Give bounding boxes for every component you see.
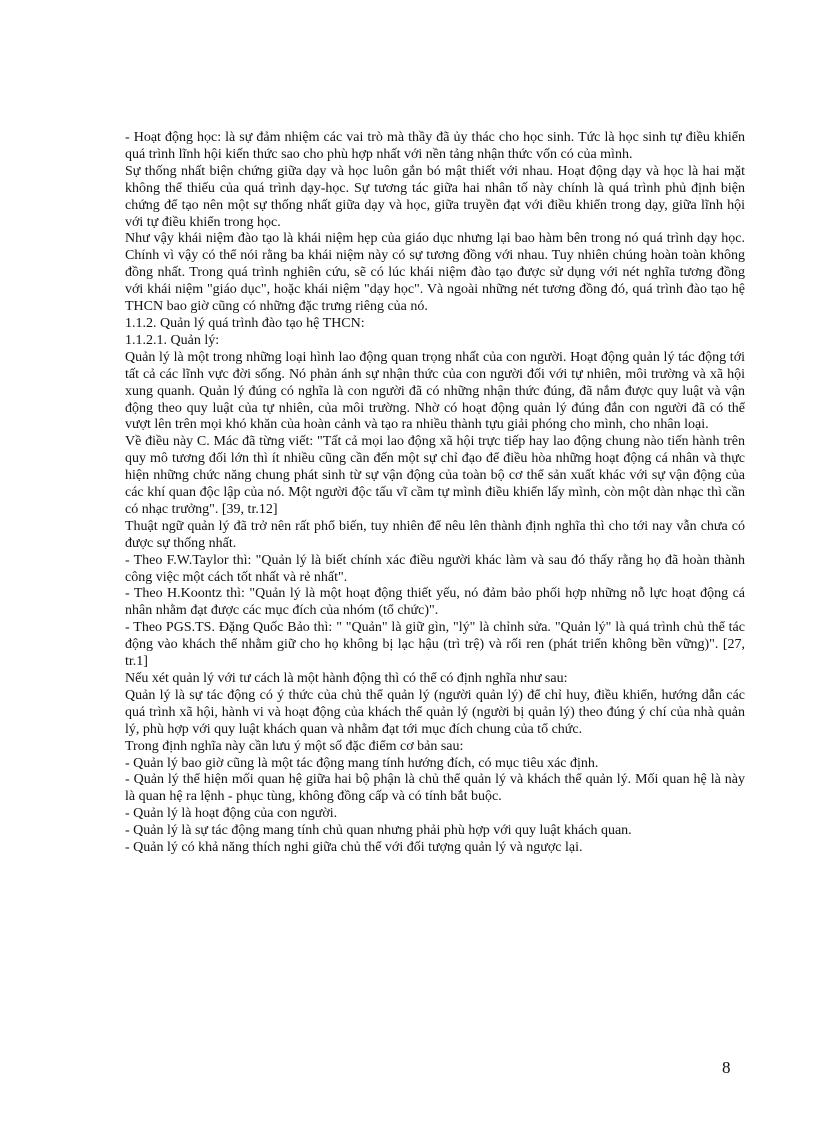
list-item: - Quản lý có khả năng thích nghi giữa chủ thể với đối tượng quản lý và ngược lại. [125, 840, 583, 856]
list-item: - Theo PGS.TS. Đặng Quốc Bảo thì: " "Quản" là giữ gìn, "lý" là chỉnh sửa. "Quản lý" là quá trình chủ thể tác động vào khách thể nhằm giữ cho họ không bị lạc hậu (trì trệ) và rối ren (phát triển không bền vững)". [27, tr.1] [125, 620, 745, 670]
list-item: - Quản lý bao giờ cũng là một tác động mang tính hướng đích, có mục tiêu xác định. [125, 755, 599, 771]
paragraph: Sự thống nhất biện chứng giữa dạy và học luôn gắn bó mật thiết với nhau. Hoạt động dạy và học là hai mặt không thể thiếu của quá trình dạy-học. Sự tương tác giữa hai nhân tố này chính là quá trình phủ định biện chứng để tạo nên một sự thống nhất giữa dạy và học, giữa truyền đạt với điều khiển trong dạy, giữa lĩnh hội với tự điều khiển trong học. [125, 163, 745, 230]
page-number: 8 [722, 1058, 731, 1077]
paragraph: Như vậy khái niệm đào tạo là khái niệm hẹp của giáo dục nhưng lại bao hàm bên trong nó quá trình dạy học. Chính vì vậy có thể nói rằng ba khái niệm này có sự tương đồng với nhau. Tuy nhiên chúng hoàn toàn không đồng nhất. Trong quá trình nghiên cứu, sẽ có lúc khái niệm đào tạo được sử dụng với nét nghĩa tương đồng với khái niệm "giáo dục", hoặc khái niệm "dạy học". Và ngoài những nét tương đồng đó, quá trình đào tạo hệ THCN bao giờ cũng có những đặc trưng riêng của nó. [125, 231, 745, 315]
section-heading: 1.1.2. Quản lý quá trình đào tạo hệ THCN: [125, 315, 365, 331]
list-item: - Theo H.Koontz thì: "Quản lý là một hoạt động thiết yếu, nó đảm bảo phối hợp những nỗ lực hoạt động cá nhân nhằm đạt được các mục đích của nhóm (tổ chức)". [125, 586, 745, 619]
list-item: - Quản lý là sự tác động mang tính chủ quan nhưng phải phù hợp với quy luật khách quan. [125, 823, 632, 839]
list-item: - Quản lý là hoạt động của con người. [125, 806, 338, 822]
list-item: - Quản lý thể hiện mối quan hệ giữa hai bộ phận là chủ thể quản lý và khách thể quản lý. Mối quan hệ là này là quan hệ ra lệnh - phục tùng, không đồng cấp và có tính bắt buộc. [125, 772, 745, 805]
subsection-heading: 1.1.2.1. Quản lý: [125, 332, 220, 348]
paragraph: Về điều này C. Mác đã từng viết: "Tất cả mọi lao động xã hội trực tiếp hay lao động chung nào tiến hành trên quy mô tương đối lớn thì ít nhiều cũng cần đến một sự chỉ đạo để điều hòa những hoạt động cá nhân và thực hiện những chức năng chung phát sinh từ sự vận động của toàn bộ cơ thể sản xuất khác với sự vận động của các khí quan độc lập của nó. Một người độc tấu vĩ cầm tự mình điều khiển lấy mình, còn một dàn nhạc thì cần có nhạc trưởng". [39, tr.12] [125, 434, 745, 517]
list-item: - Theo F.W.Taylor thì: "Quản lý là biết chính xác điều người khác làm và sau đó thấy rằng họ đã hoàn thành công việc một cách tốt nhất và rẻ nhất". [125, 552, 745, 585]
paragraph: Quản lý là một trong những loại hình lao động quan trọng nhất của con người. Hoạt động quản lý tác động tới tất cả các lĩnh vực đời sống. Nó phản ánh sự nhận thức của con người đối với tự nhiên, môi trường và xã hội xung quanh. Quản lý đúng có nghĩa là con người đã có những nhận thức đúng, đã nắm được quy luật và vận động theo quy luật của tự nhiên, của môi trường. Nhờ có hoạt động quản lý đúng đắn con người đã có thể vượt lên trên mọi khó khăn của hoàn cảnh và tạo ra nhiều thành tựu giải phóng cho mình, cho nhân loại. [125, 349, 745, 433]
document-body [125, 130, 745, 857]
paragraph: - Hoạt động học: là sự đảm nhiệm các vai trò mà thầy đã ủy thác cho học sinh. Tức là học sinh tự điều khiển quá trình lĩnh hội kiến thức sao cho phù hợp nhất với nền tảng nhận thức vốn có của mình. [125, 130, 745, 162]
paragraph: Quản lý là sự tác động có ý thức của chủ thể quản lý (người quản lý) để chỉ huy, điều khiển, hướng dẫn các quá trình xã hội, hành vi và hoạt động của khách thể quản lý (người bị quản lý) theo đúng ý chí của nhà quản lý, phù hợp với quy luật khách quan và nhằm đạt tới mục đích chung của tổ chức. [125, 687, 745, 737]
paragraph: Trong định nghĩa này cần lưu ý một số đặc điểm cơ bản sau: [125, 738, 464, 754]
paragraph: Nếu xét quản lý với tư cách là một hành động thì có thể có định nghĩa như sau: [125, 671, 568, 686]
paragraph: Thuật ngữ quản lý đã trở nên rất phổ biến, tuy nhiên để nêu lên thành định nghĩa thì cho tới nay vẫn chưa có được sự thống nhất. [125, 518, 745, 551]
